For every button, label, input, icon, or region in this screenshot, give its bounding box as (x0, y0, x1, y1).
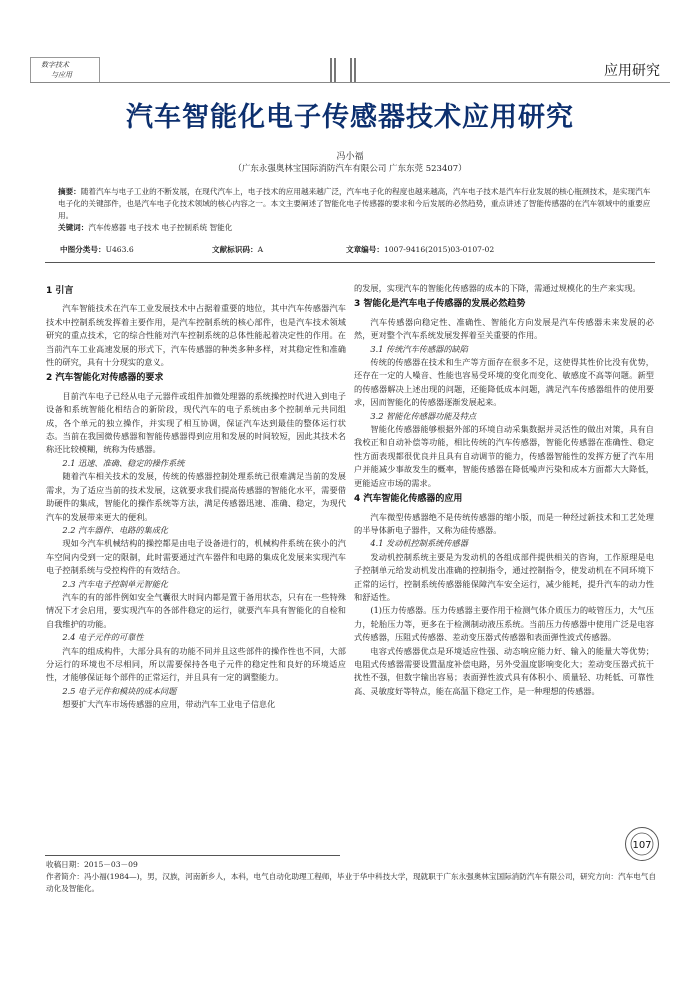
article-no-value: 1007-9416(2015)03-0107-02 (383, 245, 495, 254)
clc-value: U463.6 (105, 245, 134, 254)
article-no-label: 文章编号： (346, 245, 384, 254)
body-paragraph: 汽车的组成构件，大部分具有的功能不同并且这些部件的操作性也不同，大部分运行的环境也不尽相同，所以需要保持各电子元件的稳定性和良好的环境适应性，才能够保证每个部件的正常运行，并且具有一定的调整能力。 (46, 645, 346, 683)
subsection-heading: 2.4 电子元件的可靠性 (62, 632, 144, 643)
article-no-field (346, 244, 494, 255)
header-rule (30, 82, 670, 83)
doc-code-value: A (257, 245, 264, 254)
body-paragraph: 发动机控制系统主要是为发动机的各组成部件提供相关的咨询，工作原理是电子控制单元给发动机发出准确的控制指令，通过控制指令，使发动机在不同环境下正常的运行，控制系统传感器能保障汽车安全运行，减少能耗，提升汽车的动力性和舒适性。 (354, 551, 654, 602)
abstract-paragraph (58, 186, 654, 222)
author-bio: 作者简介：冯小福(1984—)，男，汉族，河南新乡人，本科，电气自动化助理工程师，毕业于华中科技大学，现就职于广东永强奥林宝国际消防汽车有限公司，研究方向：汽车电气自动化及智能化。 (46, 872, 656, 893)
page-number: 107 (632, 840, 652, 851)
section-heading: 2 汽车智能化对传感器的要求 (46, 373, 164, 384)
doc-code-field (212, 244, 263, 255)
subsection-heading: 3.2 智能化传感器功能及特点 (370, 410, 477, 421)
journal-name-line1: 数字技术 (41, 61, 69, 69)
body-paragraph: 汽车智能技术在汽车工业发展技术中占据着重要的地位，其中汽车传感器汽车技术中控制系统发挥着主要作用，是汽车控制系统的核心部件，也是汽车技术领域研究的重点技术，它的综合性能对汽车控制系统的总体性能起着决定性的作用。在当前汽车工业高速发展的形式下，汽车传感器的种类多种多样，对其稳定性和准确性的研究，具有十分现实的意义。 (46, 303, 346, 368)
left-column (46, 282, 346, 712)
section-heading: 1 引言 (46, 286, 74, 296)
section-tag: 应用研究 (604, 63, 660, 79)
journal-logo-box (30, 57, 100, 83)
body-paragraph: (1)压力传感器。压力传感器主要作用于检测气体介质压力的岐管压力，大气压力，轮胎压力等，更多在于检测制动液压系统。当前压力传感器中使用广泛是电容式传感器，压阻式传感器、差动变压器式传感器和表面弹性波式传感器。 (354, 605, 654, 643)
abstract-rule (45, 262, 655, 263)
doc-code-label: 文献标识码： (212, 245, 258, 254)
article-title: 汽车智能化电子传感器技术应用研究 (126, 102, 574, 133)
body-paragraph: 想要扩大汽车市场传感器的应用，带动汽车工业电子信息化 (62, 699, 276, 710)
clc-label: 中图分类号： (60, 245, 106, 254)
subsection-heading: 4.1 发动机控制系统传感器 (370, 538, 468, 549)
author-affiliation: （广东永强奥林宝国际消防汽车有限公司 广东东莞 523407） (233, 164, 467, 174)
subsection-heading: 3.1 传统汽车传感器的缺陷 (370, 343, 468, 354)
keywords-line (58, 222, 654, 234)
keywords-label: 关键词： (58, 223, 89, 232)
abstract-block (58, 186, 654, 234)
body-paragraph: 目前汽车电子已经从电子元器件或组件加微处理器的系统操控时代进入到电子设备和系统智能化相结合的新阶段，现代汽车的电子系统由多个控制单元共同组成，各个单元的独立操作，并实现了相互协调，保证汽车达到最佳的整体运行状态。当前在我国微传感器和智能传感器得到应用和发展的时间较短，因此其技术名称还比较模糊，统称为传感器。 (46, 390, 346, 455)
subsection-heading: 2.2 汽车器件、电路的集成化 (62, 524, 169, 535)
right-column (354, 282, 654, 698)
section-heading: 3 智能化是汽车电子传感器的发展必然趋势 (354, 299, 526, 310)
body-paragraph: 汽车微型传感器绝不是传统传感器的缩小版，而是一种经过新技术和工艺处理的半导体新电子器件，又称为硅传感器。 (354, 511, 654, 535)
abstract-text: 随着汽车与电子工业的不断发展，在现代汽车上，电子技术的应用越来越广泛，汽车电子化的程度也越来越高，汽车电子技术是汽车行业发展的核心瓶颈技术，是实现汽车电子化的关键部件，也是汽车电子化技术领域的核心内容之一。本文主要阐述了智能化电子传感器的要求和今后发展的必然趋势，重点讲述了智能传感器的在汽车领域中的重要应用。 (58, 187, 651, 220)
body-paragraph: 电容式传感器优点是环境适应性强、动态响应能力好、输入的能量大等优势；电阻式传感器需要设置温度补偿电路，另外受温度影响变化大；差动变压器式抗干扰性不强，但数字输出容易；表面弹性波式具有体积小、质量轻、功耗低、可靠性高、灵敏度好等特点，能在高温下稳定工作，是一种理想的传感器。 (354, 645, 654, 696)
received-date: 收稿日期：2015－03－09 (46, 860, 138, 869)
footnote (46, 859, 656, 895)
body-paragraph: 汽车的有的部件例如安全气囊很大时间内都是置于备用状态，只有在一些特殊情况下才会启用，要实现汽车的各部件稳定的运行，就要汽车具有智能化的自检和自我维护的功能。 (46, 591, 346, 629)
body-paragraph: 传统的传感器在技术和生产等方面存在很多不足，这使得其性价比没有优势，还存在一定的人噪音、性能也容易受环境的变化而变化、敏感度不高等问题。新型的传感器解决上述出现的问题，还能降低成本问题，满足汽车传感器组件的使用要求，因而智能化的传感器逐渐发展起来。 (354, 357, 654, 408)
abstract-label: 摘要： (58, 187, 81, 196)
journal-name-line2: 与应用 (51, 71, 72, 79)
author-name: 冯小福 (336, 152, 364, 162)
body-paragraph: 汽车传感器向稳定性、准确性、智能化方向发展是汽车传感器未来发展的必然，更对整个汽车系统发展发挥着至关重要的作用。 (354, 316, 654, 341)
clc-field (60, 244, 134, 255)
header-decor-bars (330, 58, 370, 82)
page-number-seal (624, 826, 660, 862)
body-paragraph: 智能化传感器能够根据外部的环境自动采集数据并灵活性的做出对策，具有自我校正和自动补偿等功能，相比传统的汽车传感器，智能化传感器在准确性、稳定性方面表现都很优良并且具有自动调节的能力，传感器智能性的发挥方便了汽车用户并能减少事故发生的概率，智能传感器在降低噪声污染和成本方面都大大降低，更能适应市场的需求。 (354, 424, 654, 488)
body-paragraph: 的发展，实现汽车的智能化传感器的成本的下降，需通过规模化的生产来实现。 (354, 283, 641, 293)
body-paragraph: 随着汽车相关技术的发展，传统的传感器控制处理系统已很难满足当前的发展需求，为了适应当前的技术发展，这就要求我们提高传感器的智能化水平，需要借助硬件的集成，智能化的操作系统等方法，满足传感器迅速、准确、稳定，为现代汽车的发展带来更大的便利。 (46, 471, 346, 522)
section-heading: 4 汽车智能化传感器的应用 (354, 494, 463, 505)
footnote-rule (45, 855, 340, 856)
subsection-heading: 2.3 汽车电子控制单元智能化 (62, 578, 169, 589)
keywords-text: 汽车传感器 电子技术 电子控制系统 智能化 (88, 223, 233, 232)
body-paragraph: 现如今汽车机械结构的操控都是由电子设备进行的，机械构件系统在狭小的汽车空间内受到一定的限制，此时需要通过汽车器件和电路的集成化发展来实现汽车电子控制系统与受控构件的有效结合。 (46, 538, 346, 576)
subsection-heading: 2.5 电子元件和模块的成本问题 (62, 685, 177, 696)
subsection-heading: 2.1 迅速、准确、稳定的操作系统 (62, 457, 185, 468)
